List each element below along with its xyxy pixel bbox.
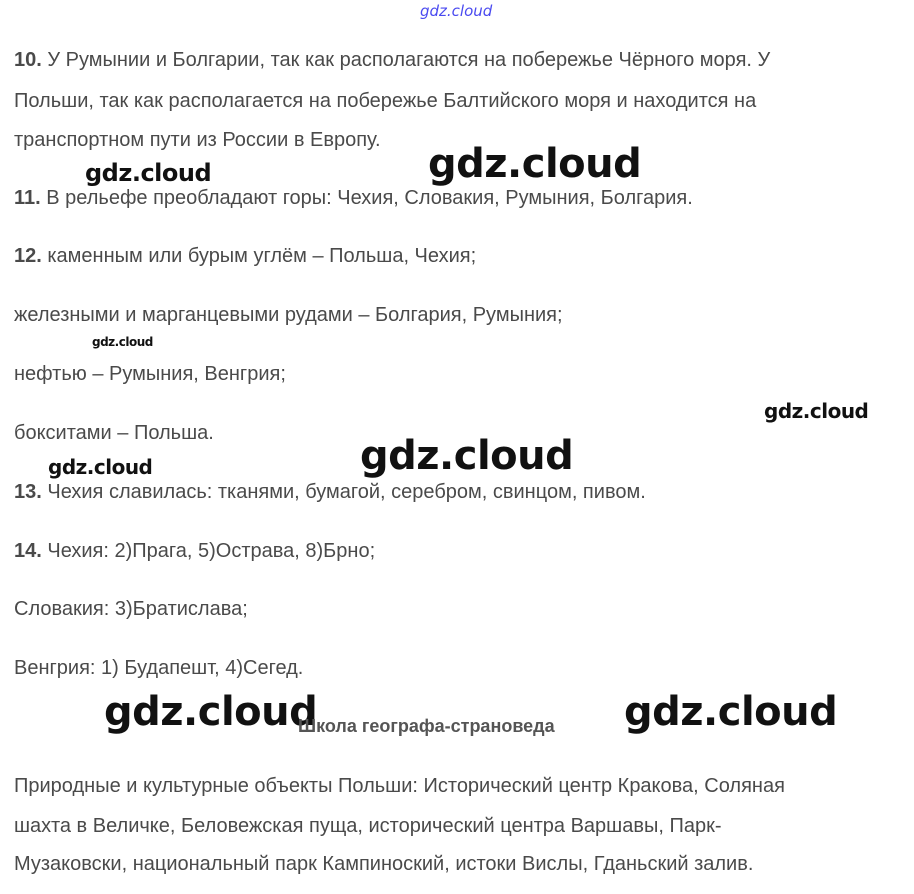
watermark-2: gdz.cloud [428,141,642,187]
answer-13-text: Чехия славилась: тканями, бумагой, серебром, свинцом, пивом. [41,481,646,503]
section-line-1: Природные и культурные объекты Польши: Исторический центр Кракова, Соляная [14,775,785,797]
watermark-3: gdz.cloud [92,335,153,349]
answer-14-line-2: Словакия: 3)Братислава; [14,598,248,620]
watermark-5: gdz.cloud [360,433,574,479]
answer-12-line-2: железными и марганцевыми рудами – Болгария, Румыния; [14,304,563,326]
section-line-3: Музаковски, национальный парк Кампиноский, истоки Вислы, Гданьский залив. [14,853,754,875]
section-line-2: шахта в Величке, Беловежская пуща, исторический центра Варшавы, Парк- [14,815,722,837]
answer-14-line-1 [14,539,375,563]
answer-10-line-3: транспортном пути из России в Европу. [14,129,381,151]
answer-12-line-3: нефтью – Румыния, Венгрия; [14,363,286,385]
answer-10-text-1: У Румынии и Болгарии, так как располагаются на побережье Чёрного моря. У [41,49,771,71]
answer-12-line-1 [14,244,476,268]
answer-13 [14,480,646,504]
answer-12-number: 12. [14,245,42,267]
watermark-7: gdz.cloud [104,689,318,735]
answer-12-text-1: каменным или бурым углём – Польша, Чехия; [41,245,477,267]
answer-14-line-3: Венгрия: 1) Будапешт, 4)Сегед. [14,657,304,679]
watermark-4: gdz.cloud [764,399,869,423]
watermark-1: gdz.cloud [85,159,212,187]
answer-12-line-4: бокситами – Польша. [14,422,214,444]
answer-10-line-1 [14,48,770,72]
answer-10-number: 10. [14,49,42,71]
answer-13-number: 13. [14,481,42,503]
answer-11 [14,186,693,210]
answer-14-text-1: Чехия: 2)Прага, 5)Острава, 8)Брно; [41,540,376,562]
watermark-8: gdz.cloud [624,689,838,735]
answer-14-number: 14. [14,540,42,562]
watermark-top: gdz.cloud [420,2,493,20]
section-heading: Школа географа-страноведа [298,716,555,736]
answer-11-text: В рельефе преобладают горы: Чехия, Словакия, Румыния, Болгария. [40,187,693,209]
answer-11-number: 11. [14,187,41,209]
answer-10-line-2: Польши, так как располагается на побережье Балтийского моря и находится на [14,90,757,112]
watermark-6: gdz.cloud [48,455,153,479]
